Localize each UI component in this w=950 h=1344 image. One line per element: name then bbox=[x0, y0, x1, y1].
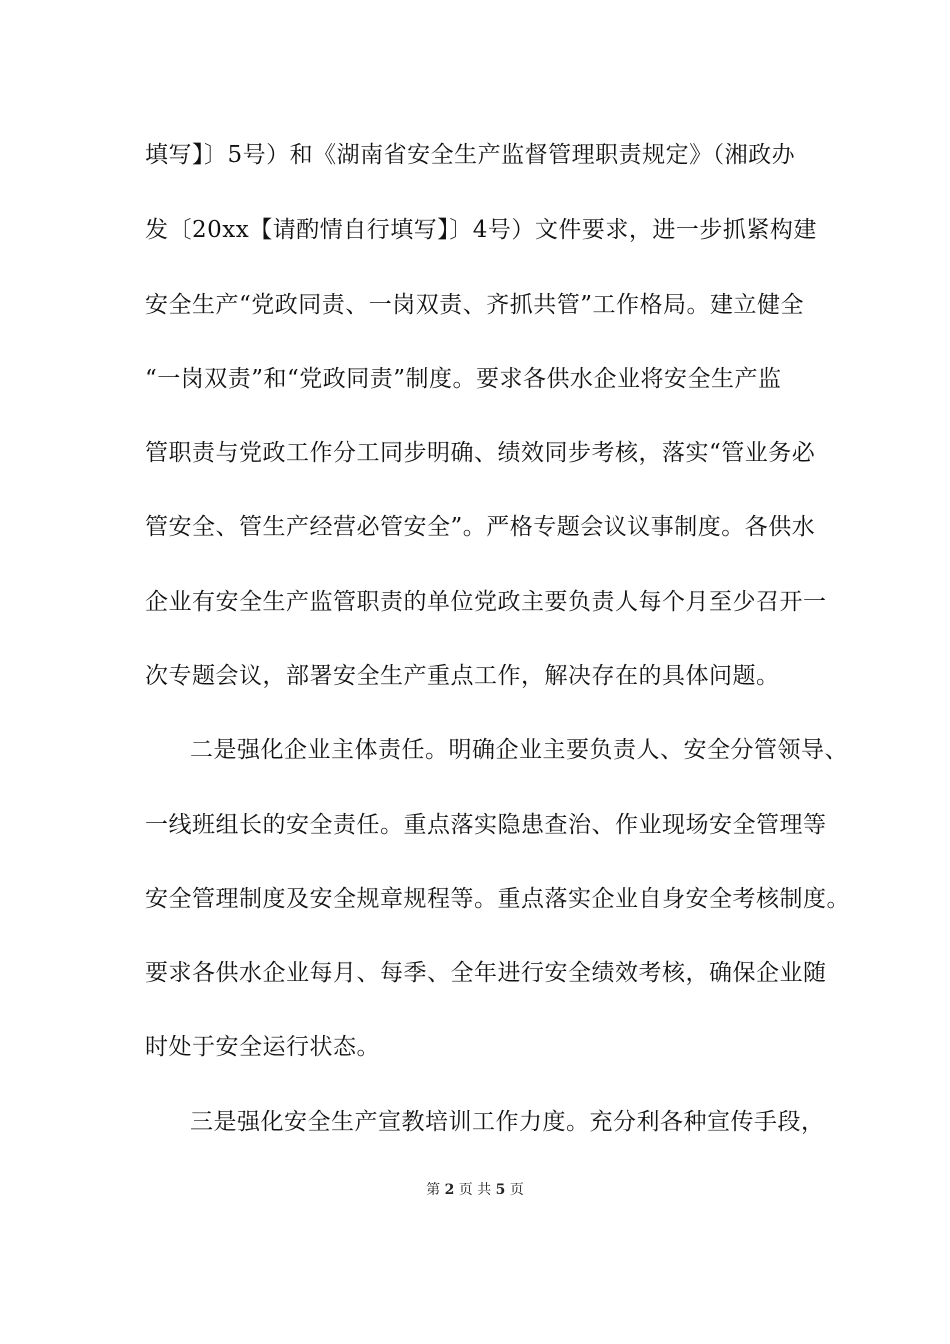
text-line: “一岗双责”和“党政同责”制度。要求各供水企业将安全生产监 bbox=[145, 366, 782, 392]
text-line: 安全管理制度及安全规章规程等。重点落实企业自身安全考核制度。 bbox=[145, 886, 850, 912]
text-line: 次专题会议，部署安全生产重点工作，解决存在的具体问题。 bbox=[145, 663, 780, 689]
footer-middle: 页 共 bbox=[458, 1182, 492, 1198]
text-line: 时处于安全运行状态。 bbox=[145, 1034, 380, 1060]
text-line: 填写】〕5号）和《湖南省安全生产监督管理职责规定》（湘政办 bbox=[145, 142, 796, 168]
text-line: 一线班组长的安全责任。重点落实隐患查治、作业现场安全管理等 bbox=[145, 812, 827, 838]
footer-suffix: 页 bbox=[509, 1182, 524, 1198]
current-page-number: 2 bbox=[444, 1182, 455, 1198]
text-line: 发〔20xx【请酌情自行填写】〕4号）文件要求，进一步抓紧构建 bbox=[145, 217, 817, 243]
text-line: 管职责与党政工作分工同步明确、绩效同步考核，落实“管业务必 bbox=[145, 440, 816, 466]
text-line: 管安全、管生产经营必管安全”。严格专题会议议事制度。各供水 bbox=[145, 514, 816, 540]
page-footer bbox=[0, 1180, 950, 1200]
paragraph-start-line: 二是强化企业主体责任。明确企业主要负责人、安全分管领导、 bbox=[190, 737, 848, 763]
paragraph-start-line: 三是强化安全生产宣教培训工作力度。充分利各种宣传手段， bbox=[190, 1109, 825, 1135]
text-line: 企业有安全生产监管职责的单位党政主要负责人每个月至少召开一 bbox=[145, 589, 827, 615]
text-line: 要求各供水企业每月、每季、全年进行安全绩效考核，确保企业随 bbox=[145, 960, 827, 986]
text-line: 安全生产“党政同责、一岗双责、齐抓共管”工作格局。建立健全 bbox=[145, 292, 805, 318]
total-pages-number: 5 bbox=[495, 1182, 506, 1198]
footer-prefix: 第 bbox=[426, 1182, 441, 1198]
